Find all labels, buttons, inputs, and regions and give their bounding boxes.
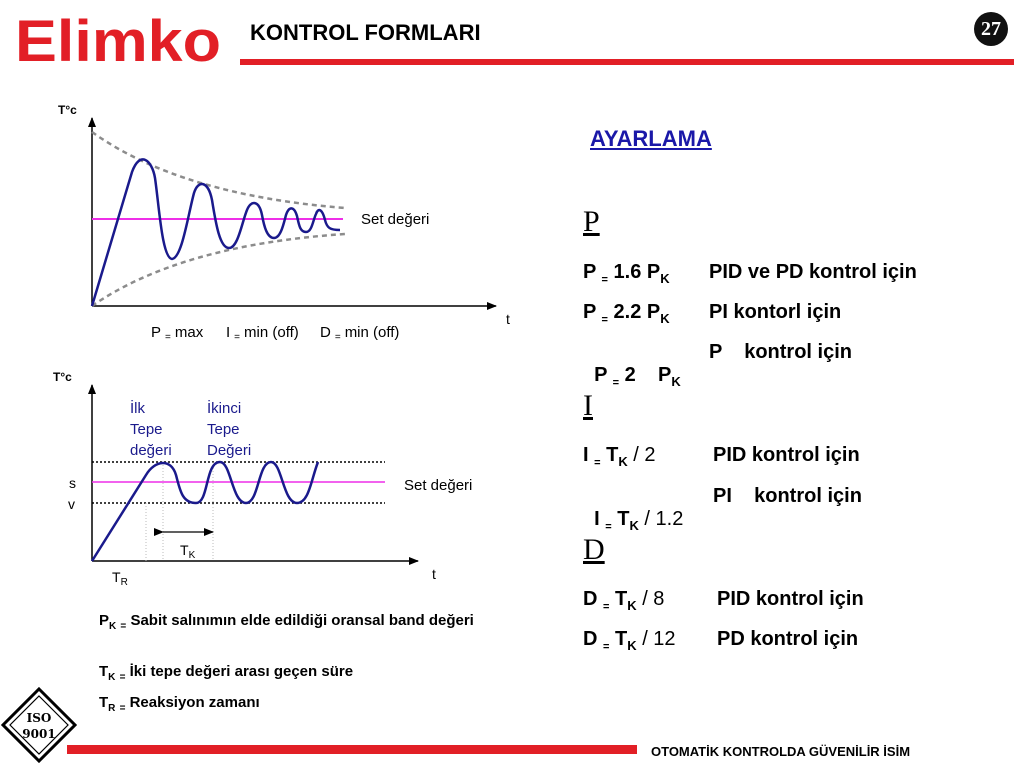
p-rule-1: P $_=$ 1.6 $P_K$ PID ve PD kontrol için [583,261,917,286]
i-rule-1: I $_=$ $T_K / 2$ PID kontrol için [583,444,860,469]
p-rule-2: P $_=$ 2.2 $P_K$ PI kontorl için [583,301,842,326]
chart1-response-curve [92,159,340,306]
footer-slogan: OTOMATİK KONTROLDA GÜVENİLİR İSİM [651,744,911,759]
i-section-title: I [583,389,593,422]
setting-d-text: D $_=$ min (off) [320,324,400,343]
iso-badge-line1: ISO [26,711,52,725]
first-peak-label [130,399,172,459]
legend-pk: $P_K$ $_=$ Sabit salınımın elde edildiği oransal band değeri [99,612,474,632]
svg-text:değeri: değeri [130,442,172,459]
tr-label: $T_R$ [112,569,128,588]
chart2-sv-s: s [69,475,76,491]
tuning-heading: AYARLAMA [590,126,712,151]
chart2-setpoint-label: Set değeri [404,477,473,494]
d-rule-1: D $_=$ $T_K / 8$ PID kontrol için [583,588,864,613]
chart2-x-label: t [432,566,436,582]
svg-text:İkinci: İkinci [207,400,242,417]
d-section-title: D [583,533,605,566]
page-title: KONTROL FORMLARI [250,20,481,45]
chart1-lower-envelope [92,234,345,306]
chart1-settings [151,324,399,343]
legend-tk: $T_K$ $_=$ İki tepe değeri arası geçen süre [99,663,354,683]
p-rule-3: P $_=$ 2 $P_K$ P kontrol için [594,341,852,389]
footer-divider [67,745,637,754]
chart1-setpoint-label: Set değeri [361,211,430,228]
chart2-response-curve [92,462,318,561]
svg-text:Değeri: Değeri [207,442,252,459]
setting-i-text: I $_=$ min (off) [226,324,299,343]
svg-text:Tepe: Tepe [130,421,163,438]
chart1-x-label: t [506,311,510,327]
chart1-upper-envelope [92,132,345,208]
chart1-y-label: T°c [58,103,77,117]
second-peak-label [207,399,251,459]
p-section-title: P [583,205,600,238]
iso-9001-badge [1,687,77,763]
svg-text:İlk: İlk [130,400,145,417]
logo-text: Elimko [15,14,221,66]
svg-text:Tepe: Tepe [207,421,240,438]
chart2-y-label: T°c [53,370,72,384]
chart2-sv-v: v [68,496,75,512]
legend-tr: $T_R$ $_=$ Reaksiyon zamanı [99,694,260,714]
i-rule-2: I $_=$ $T_K / 1.2$ PI kontrol için [594,485,862,533]
tk-label: $T_K$ [180,542,196,561]
iso-badge-line2: 9001 [22,727,56,741]
d-rule-2: D $_=$ $T_K / 12$ PD kontrol için [583,628,859,653]
page-number-badge: 27 [974,12,1008,46]
setting-p-text: P $_=$ max [151,324,204,343]
chart-oscillation [92,118,496,306]
